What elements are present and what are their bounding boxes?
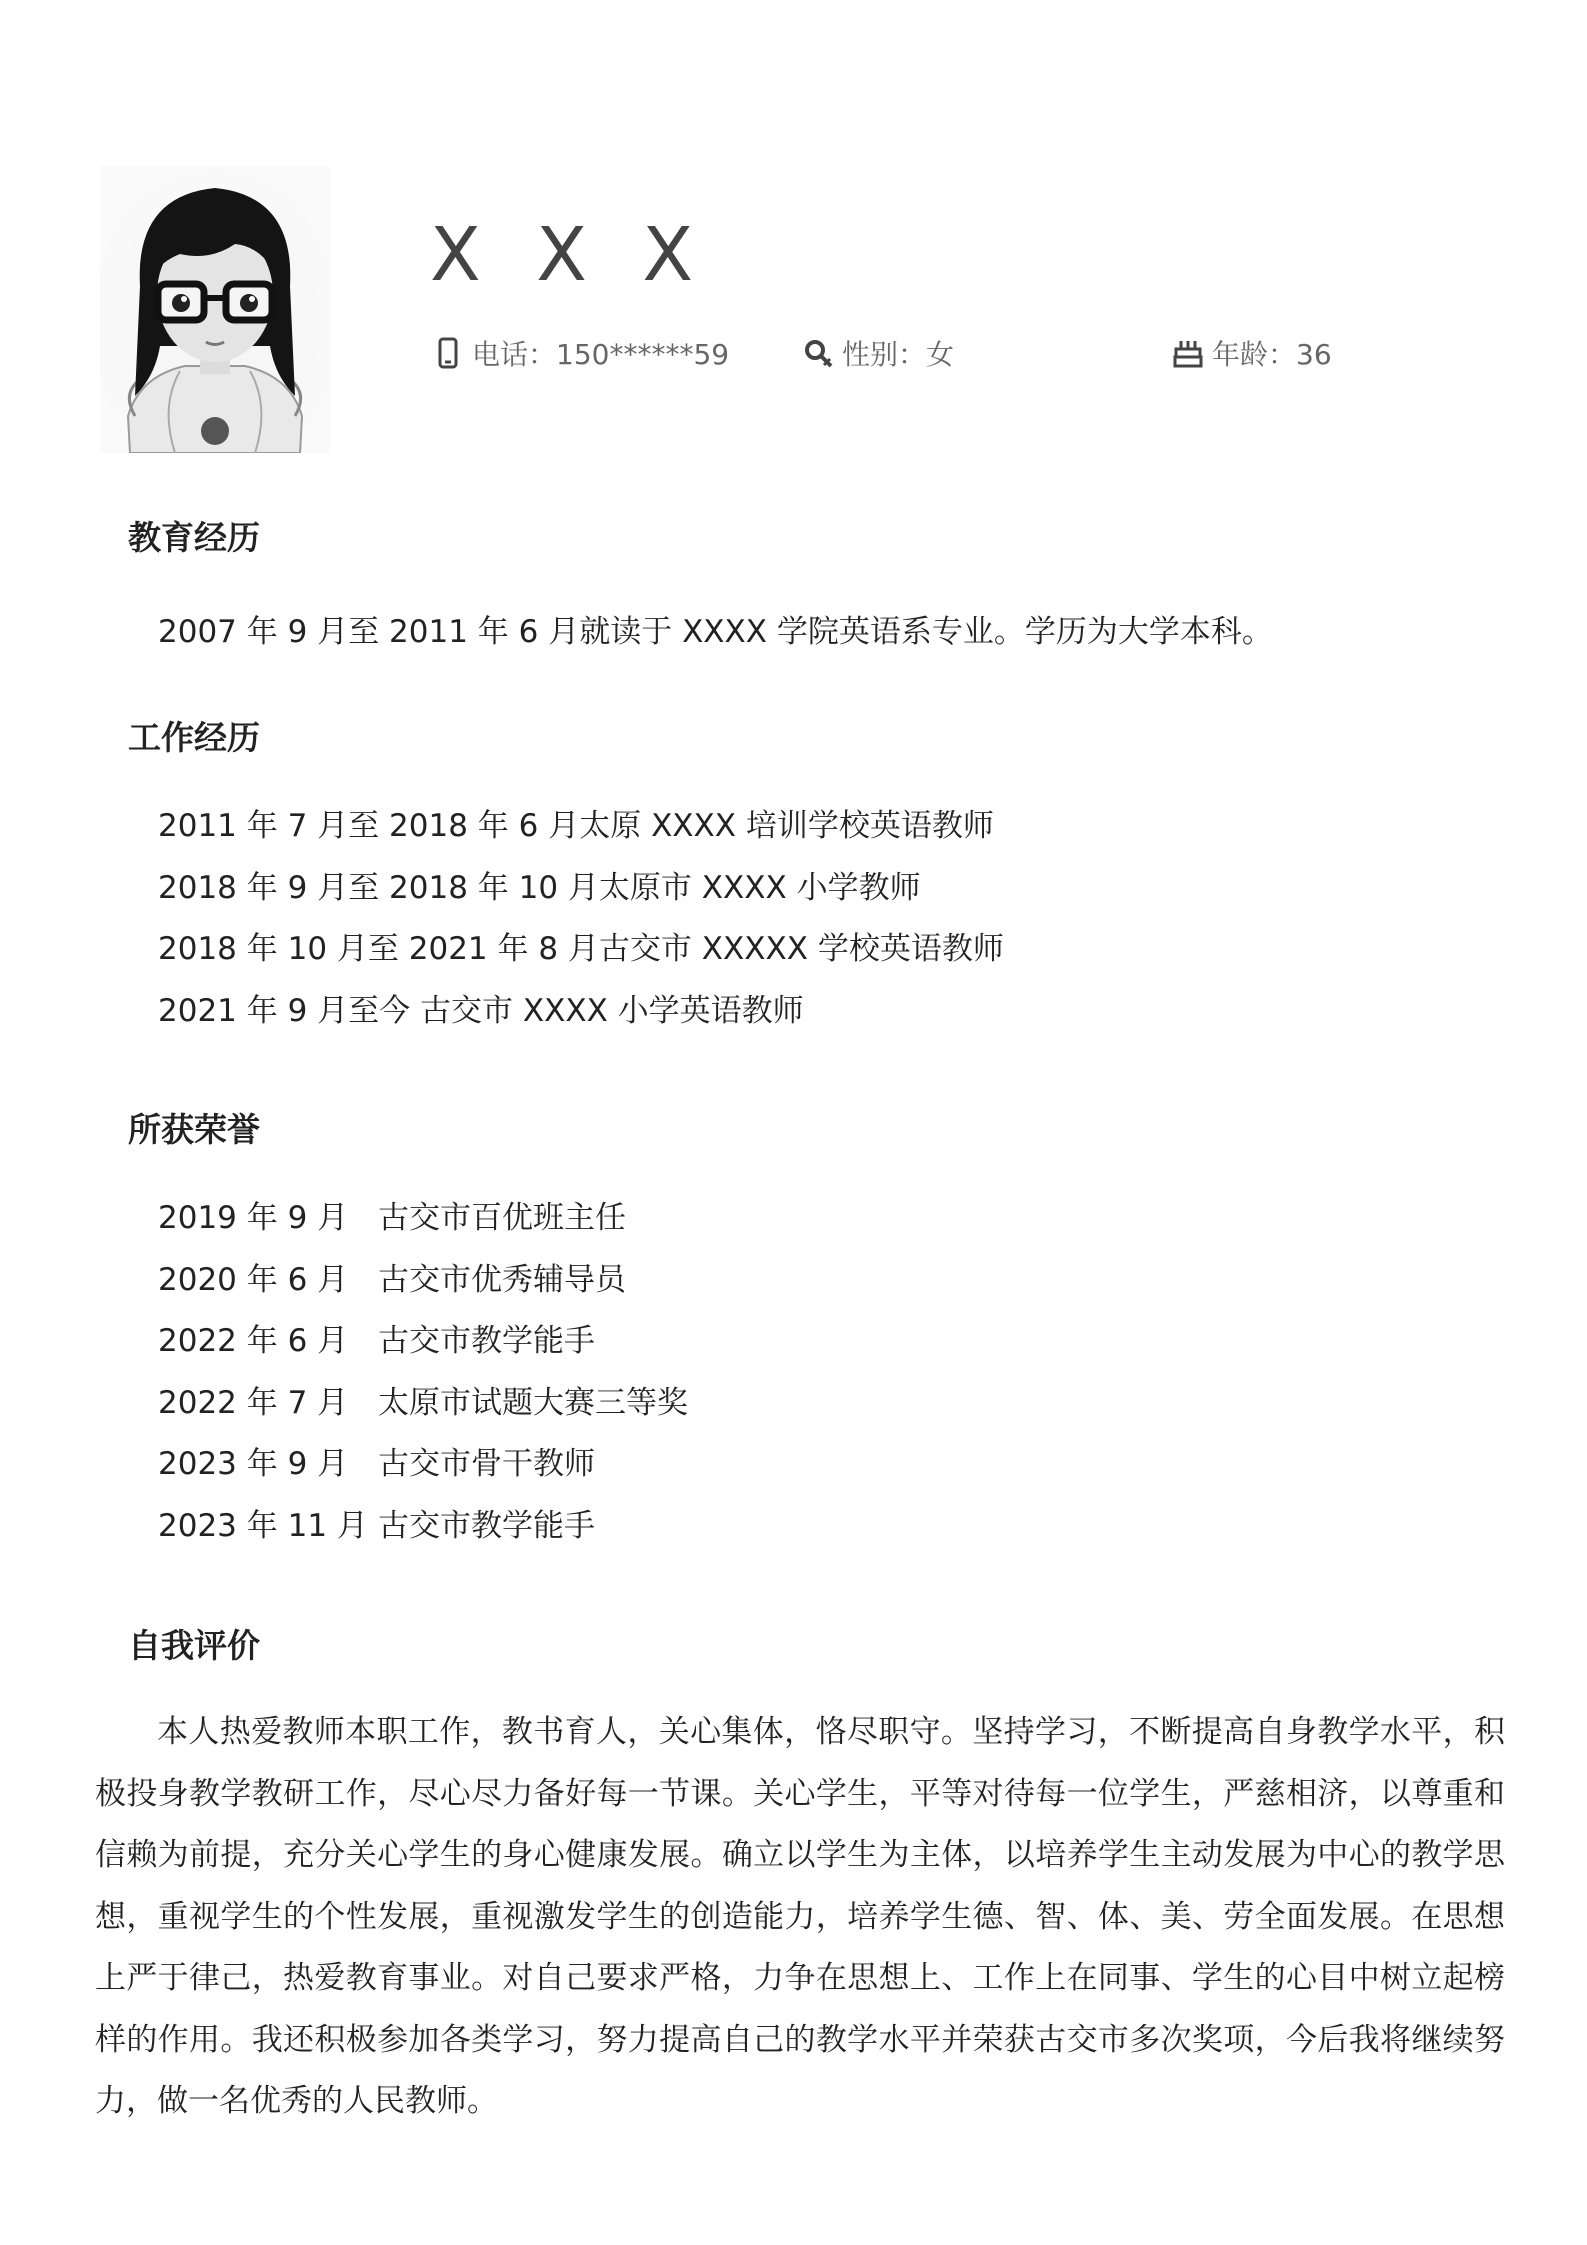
honor-date: 2019 年 9 月 [158, 1200, 349, 1236]
work-item: 2018 年 9 月至 2018 年 10 月太原市 XXXX 小学教师 [158, 869, 921, 906]
honor-item [158, 1506, 688, 1568]
honor-item [158, 1260, 688, 1322]
education-heading: 教育经历 [128, 518, 260, 557]
phone-text: 电话：150******59 [472, 338, 730, 371]
avatar [100, 166, 330, 453]
gender-info [802, 333, 954, 373]
honors-list [158, 1198, 688, 1567]
honor-date: 2023 年 9 月 [158, 1446, 349, 1482]
honor-award: 古交市教学能手 [378, 1323, 595, 1359]
honor-award: 太原市试题大赛三等奖 [378, 1384, 688, 1421]
work-list [158, 806, 1004, 1052]
honor-date: 2022 年 6 月 [158, 1323, 349, 1359]
name-title: X X X [430, 211, 710, 298]
work-item: 2011 年 7 月至 2018 年 6 月太原 XXXX 培训学校英语教师 [158, 808, 994, 844]
self-eval-heading: 自我评价 [128, 1626, 260, 1665]
honor-date: 2023 年 11 月 [158, 1507, 368, 1544]
honor-award: 古交市骨干教师 [378, 1446, 595, 1482]
honor-item [158, 1198, 688, 1260]
work-item: 2018 年 10 月至 2021 年 8 月古交市 XXXXX 学校英语教师 [158, 931, 1004, 967]
education-text: 2007 年 9 月至 2011 年 6 月就读于 XXXX 学院英语系专业。学历为大学本科。 [158, 614, 1273, 650]
age-info [1172, 333, 1332, 373]
gender-text: 性别：女 [842, 338, 955, 371]
honor-date: 2020 年 6 月 [158, 1261, 349, 1298]
honor-item [158, 1321, 688, 1383]
honor-date: 2022 年 7 月 [158, 1384, 349, 1421]
honor-award: 古交市优秀辅导员 [378, 1261, 626, 1298]
work-heading: 工作经历 [128, 718, 260, 757]
phone-icon [432, 337, 464, 369]
phone-info [432, 333, 729, 373]
honors-heading: 所获荣誉 [128, 1110, 260, 1149]
cake-icon [1172, 337, 1204, 369]
honor-item [158, 1444, 688, 1506]
honor-award: 古交市百优班主任 [378, 1200, 626, 1236]
self-eval-text: 本人热爱教师本职工作，教书育人，关心集体，恪尽职守。坚持学习，不断提高自身教学水平，积极投身教学教研工作，尽心尽力备好每一节课。关心学生，平等对待每一位学生，严慈相济，以尊重和信赖为前提，充分关心学生的身心健康发展。确立以学生为主体，以培养学生主动发展为中心的教学思想，重视学生的个性发展，重视激发学生的创造能力，培养学生德、智、体、美、劳全面发展。在思想上严于律己，热爱教育事业。对自己要求严格，力争在思想上、工作上在同事、学生的心目中树立起榜样的作用。我还积极参加各类学习，努力提高自己的教学水平并荣获古交市多次奖项，今后我将继续努力，做一名优秀的人民教师。 [95, 1714, 1505, 2119]
work-item: 2021 年 9 月至今 古交市 XXXX 小学英语教师 [158, 992, 804, 1029]
age-text: 年龄：36 [1212, 338, 1332, 371]
honor-item [158, 1383, 688, 1445]
honor-award: 古交市教学能手 [378, 1507, 595, 1544]
gender-icon [802, 337, 834, 369]
